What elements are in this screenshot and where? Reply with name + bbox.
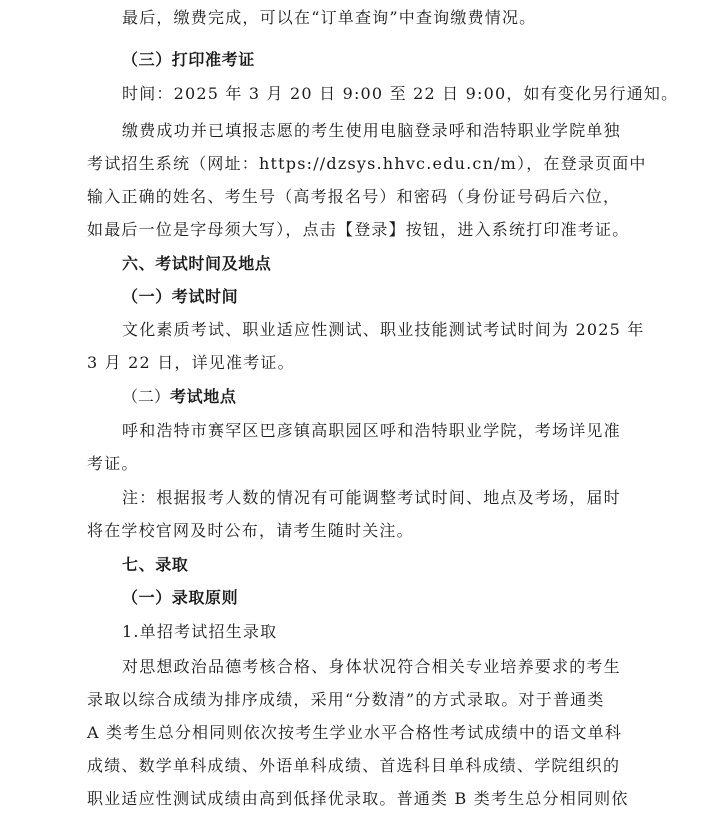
heading-exam-place-text: 考试地点	[170, 387, 237, 406]
heading-print-admission-ticket: （三）打印准考证	[122, 50, 255, 69]
paragraph-admission-line-3: A 类考生总分相同则依次按考生学业水平合格性考试成绩中的语文单科	[87, 723, 623, 742]
paragraph-print-time: 时间：2025 年 3 月 20 日 9:00 至 22 日 9:00，如有变化另行通知。	[122, 84, 679, 103]
paragraph-admission-title: 1.单招考试招生录取	[122, 622, 278, 641]
heading-section-seven: 七、录取	[122, 555, 189, 574]
paragraph-admission-line-2: 录取以综合成绩为排序成绩，采用“分数清”的方式录取。对于普通类	[87, 690, 605, 709]
paragraph-payment-done: 最后，缴费完成，可以在“订单查询”中查询缴费情况。	[122, 8, 537, 27]
paragraph-exam-time-line-1: 文化素质考试、职业适应性测试、职业技能测试考试时间为 2025 年	[122, 320, 645, 339]
paragraph-print-line-2: 考试招生系统（网址：https://dzsys.hhvc.edu.cn/m），在登录页面中	[87, 154, 647, 173]
paragraph-exam-time-line-2: 3 月 22 日，详见准考证。	[87, 353, 295, 372]
heading-section-six: 六、考试时间及地点	[122, 254, 272, 273]
paragraph-admission-line-1: 对思想政治品德考核合格、身体状况符合相关专业培养要求的考生	[122, 657, 621, 676]
paragraph-exam-place-line-1: 呼和浩特市赛罕区巴彦镇高职园区呼和浩特职业学院，考场详见准	[122, 421, 621, 440]
heading-admission-principle: （一）录取原则	[122, 588, 239, 607]
heading-exam-place	[122, 386, 706, 408]
paragraph-print-line-3: 输入正确的姓名、考生号（高考报名号）和密码（身份证号码后六位，	[87, 187, 621, 206]
paragraph-admission-line-5: 职业适应性测试成绩由高到低择优录取。普通类 B 类考生总分相同则依	[87, 789, 629, 808]
paragraph-print-line-4: 如最后一位是字母须大写），点击【登录】按钮，进入系统打印准考证。	[87, 220, 630, 239]
heading-exam-place-prefix: （二）	[122, 387, 171, 406]
paragraph-print-line-1: 缴费成功并已填报志愿的考生使用电脑登录呼和浩特职业学院单独	[122, 121, 621, 140]
paragraph-note-line-2: 将在学校官网及时公布，请考生随时关注。	[87, 521, 414, 540]
paragraph-note-line-1: 注：根据报考人数的情况有可能调整考试时间、地点及考场，届时	[122, 488, 621, 507]
paragraph-admission-line-4: 成绩、数学单科成绩、外语单科成绩、首选科目单科成绩、学院组织的	[87, 756, 621, 775]
paragraph-exam-place-line-2: 考证。	[87, 454, 139, 473]
heading-exam-time: （一）考试时间	[122, 287, 239, 306]
